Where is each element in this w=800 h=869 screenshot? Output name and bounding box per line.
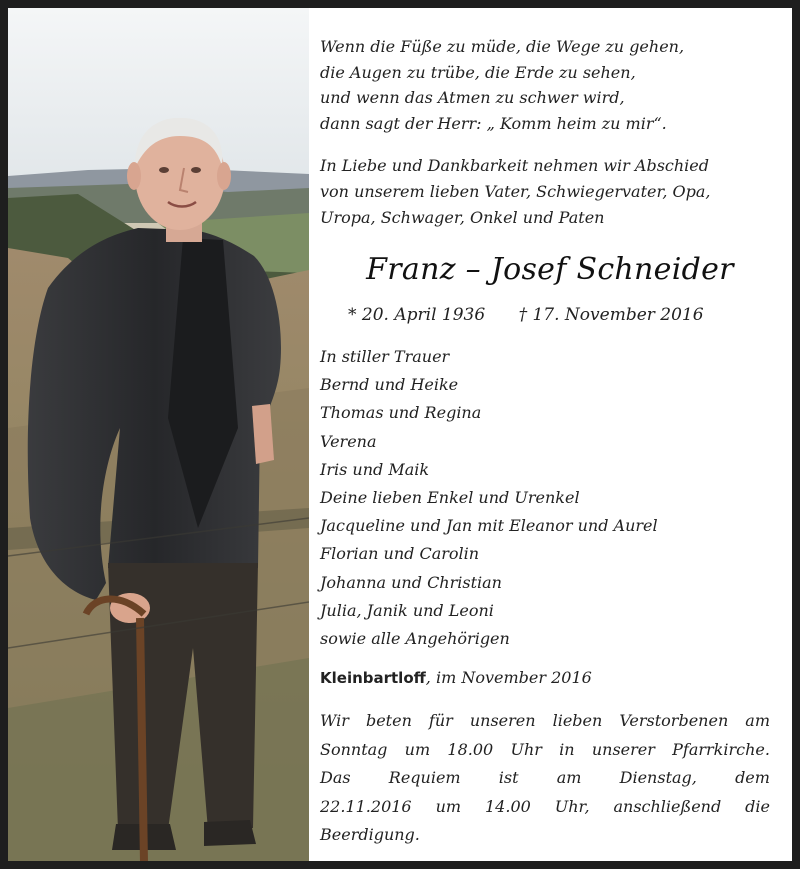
mourner-line: Julia, Janik und Leoni — [320, 600, 494, 620]
farewell-intro — [320, 153, 711, 231]
service-word: um — [404, 739, 431, 759]
service-word: dem — [735, 768, 770, 787]
service-word: Uhr — [510, 739, 542, 759]
mourner-line: Bernd und Heike — [320, 375, 459, 395]
service-word: Wir — [320, 711, 349, 730]
service-word: 14.00 — [485, 796, 531, 816]
deceased-name: Franz – Josef Schneider — [366, 252, 734, 287]
mourner-line: sowie alle Angehörigen — [320, 629, 510, 649]
service-word: Requiem — [388, 768, 461, 787]
service-line — [320, 764, 770, 793]
poem-line: dann sagt der Herr: „ Komm heim zu mir“. — [320, 113, 667, 133]
mourner-line: Jacqueline und Jan mit Eleanor und Aurel — [320, 516, 658, 536]
mourner-line: Verena — [320, 431, 377, 451]
poem-line: die Augen zu trübe, die Erde zu sehen, — [320, 62, 636, 82]
text-column — [318, 8, 790, 861]
notice-date: , im November 2016 — [425, 668, 592, 687]
mourner-line: In stiller Trauer — [320, 347, 450, 366]
service-word: anschließend — [613, 796, 722, 816]
service-word: Sonntag — [320, 739, 388, 759]
service-word: Uhr, — [554, 796, 590, 816]
intro-line: Uropa, Schwager, Onkel und Paten — [320, 208, 605, 227]
service-line — [320, 707, 770, 736]
service-word: am — [556, 768, 582, 787]
service-word: Dienstag, — [619, 768, 697, 787]
portrait-photo — [8, 8, 309, 861]
service-word: Beerdigung. — [320, 825, 420, 844]
mourner-line: Florian und Carolin — [320, 544, 480, 564]
poem-line: Wenn die Füße zu müde, die Wege zu gehen, — [320, 37, 685, 56]
service-word: 22.11.2016 — [320, 796, 412, 816]
service-word: am — [745, 711, 770, 730]
intro-line: In Liebe und Dankbarkeit nehmen wir Abschied — [320, 156, 710, 175]
service-word: in — [559, 739, 575, 759]
service-line — [320, 821, 770, 850]
service-word: Verstorbenen — [619, 711, 729, 730]
service-line — [320, 736, 770, 765]
poem-line: und wenn das Atmen zu schwer wird, — [320, 88, 625, 107]
mourners-list — [320, 343, 658, 653]
poem — [320, 34, 684, 136]
town-name: Kleinbartloff — [320, 669, 426, 687]
service-word: ist — [498, 768, 519, 787]
mourner-line: Iris und Maik — [320, 459, 430, 479]
service-word: unseren — [469, 711, 536, 730]
service-word: für — [428, 711, 453, 730]
birth-date: * 20. April 1936 — [348, 305, 486, 325]
service-word: unserer — [591, 739, 655, 759]
death-date: † 17. November 2016 — [518, 305, 704, 325]
service-line — [320, 793, 770, 822]
mourner-line: Deine lieben Enkel und Urenkel — [320, 488, 580, 508]
service-word: beten — [365, 711, 412, 730]
place-and-date — [320, 666, 592, 690]
mourner-line: Johanna und Christian — [320, 572, 502, 592]
service-word: die — [745, 796, 770, 816]
funeral-service-info — [320, 707, 770, 850]
service-word: Pfarrkirche. — [672, 739, 770, 759]
service-word: um — [435, 796, 462, 816]
intro-line: von unserem lieben Vater, Schwiegervater, Opa, — [320, 182, 711, 201]
life-dates — [348, 304, 704, 326]
service-word: 18.00 — [447, 739, 494, 759]
service-word: Das — [320, 768, 351, 787]
service-word: lieben — [552, 711, 603, 730]
mourner-line: Thomas und Regina — [320, 403, 482, 423]
